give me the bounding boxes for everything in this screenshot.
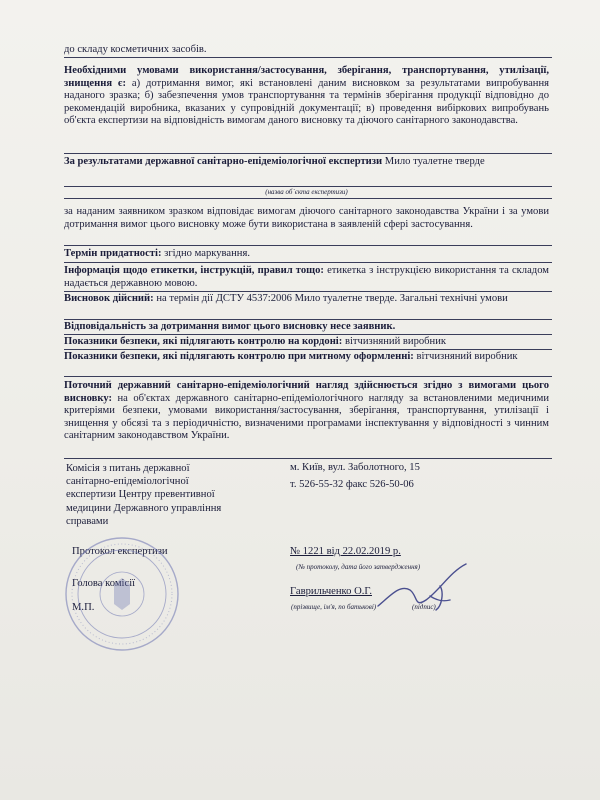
top-line: до складу косметичних засобів. (64, 44, 207, 55)
head-name-caption: (прізвище, ім'я, по батькові) (291, 603, 377, 611)
supervision-text: на об'єктах державного санітарно-епідеміологічного нагляду за встановленими медичними критеріями безпеки, умовами використання/застосування, зберігання, транспортування, утилізації і знищення у обсязі та з періодичністю, визначеними програмами інспектування у відповідності з чинним санітарним законодавством України. (64, 392, 549, 442)
commission-line: справами (66, 515, 109, 527)
head-name: Гаврильченко О.Г. (290, 586, 372, 597)
divider (64, 349, 552, 350)
border-control-value: вітчизняний виробник (344, 336, 447, 347)
divider (64, 458, 552, 459)
divider (64, 319, 552, 320)
border-control-label: Показники безпеки, які підлягають контролю на кордоні: (64, 336, 343, 347)
divider (64, 376, 552, 377)
divider (64, 198, 552, 199)
commission-line: санітарно-епідеміологічної (66, 476, 189, 488)
divider (64, 186, 552, 187)
supervision-label: Поточний державний санітарно-епідеміологічний нагляд здійснюється згідно з вимогами цього висновку: (64, 380, 549, 404)
validity-value: на термін дії ДСТУ 4537:2006 Мило туалетне тверде. Загальні технічні умови (156, 293, 508, 304)
conditions-text: а) дотримання вимог, які встановлені даним висновком за результатами випробування наданого зразка; б) забезпечення умов транспортування та термінів зберігання продукції відповідно до рекомендацій виробника, вказаних у супровідній документації; в) проведення вибіркових випробувань об'єкта експертизи на відповідність вимогам даного висновку та діючого санітарного законодавства. (64, 77, 549, 127)
divider (64, 334, 552, 335)
labeling-label: Інформація щодо етикетки, інструкцій, правил тощо: (64, 265, 324, 276)
supervision (64, 380, 549, 443)
validity (64, 293, 549, 306)
customs-control-label: Показники безпеки, які підлягають контролю при митному оформленні: (64, 351, 414, 362)
protocol-caption: (№ протоколу, дата його затвердження) (296, 563, 421, 571)
object-caption: (назва об`єкта експертизи) (265, 188, 348, 196)
result-text: за наданим заявником зразком відповідає вимогам діючого санітарного законодавства України і за умови дотримання вимог цього висновку може бути використана в заявленій сфері застосування. (64, 206, 549, 230)
divider (64, 57, 552, 58)
signature-caption: (підпис) (412, 603, 436, 611)
commission-line: Комісія з питань державної (66, 463, 190, 474)
conditions-label: Необхідними умовами використання/застосування, зберігання, транспортування, утилізації, знищення є: (64, 65, 549, 89)
commission-phone: т. 526-55-32 факс 526-50-06 (290, 479, 414, 490)
handwritten-signature (370, 556, 480, 616)
labeling (64, 265, 549, 290)
divider (64, 153, 552, 154)
head-label: Голова комісії (72, 578, 136, 589)
border-control (64, 336, 549, 349)
divider (64, 245, 552, 246)
result-heading (64, 156, 549, 169)
labeling-value: етикетка з інструкцією використання та складом надається державною мовою. (64, 265, 549, 289)
responsibility: Відповідальність за дотримання вимог цього висновку несе заявник. (64, 321, 396, 332)
commission-line: медицини Державного управління (66, 502, 222, 514)
result-label: За результатами державної санітарно-епідеміологічної експертизи (64, 156, 383, 167)
shelf-life-label: Термін придатності: (64, 248, 162, 259)
commission-line: експертизи Центру превентивної (66, 489, 215, 501)
protocol-label: Протокол експертизи (72, 546, 168, 557)
shelf-life (64, 248, 549, 261)
mp-label: М.П. (72, 602, 95, 613)
result-object: Мило туалетне тверде (384, 156, 485, 167)
validity-label: Висновок дійсний: (64, 293, 154, 304)
commission-address: м. Київ, вул. Заболотного, 15 (290, 462, 420, 473)
customs-control (64, 351, 549, 364)
customs-control-value: вітчизняний виробник (416, 351, 518, 362)
conditions-section (64, 65, 549, 128)
divider (64, 291, 552, 292)
protocol-number: № 1221 від 22.02.2019 р. (290, 546, 401, 557)
official-stamp (62, 528, 182, 658)
shelf-life-value: згідно маркування. (164, 248, 250, 259)
divider (64, 262, 552, 263)
commission-name (66, 462, 266, 528)
